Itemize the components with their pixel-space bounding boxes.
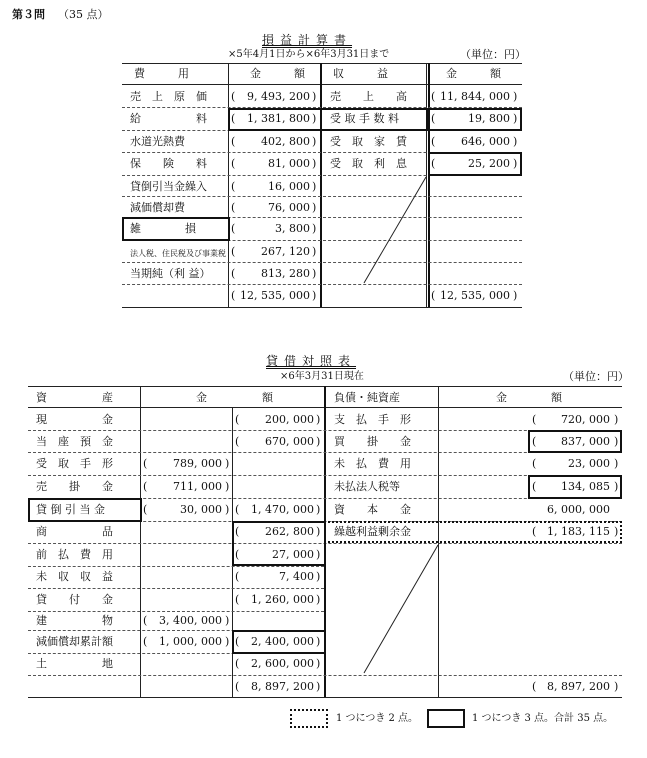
bs-header-liab: 負債・純資産 xyxy=(334,391,400,404)
bs-asset-v2: 670, 000 xyxy=(265,435,314,448)
bs-paren-open: ( xyxy=(532,435,537,448)
bs-paren-open: ( xyxy=(532,413,537,426)
bs-header-amount2: 金 額 xyxy=(496,391,562,404)
bs-paren-close: ) xyxy=(316,680,321,693)
pl-expense-value: 16, 000 xyxy=(268,180,310,193)
bs-paren-close: ) xyxy=(316,503,321,516)
pl-expense-label: 当期純（利 益） xyxy=(130,267,211,280)
bs-asset-v2: 2, 600, 000 xyxy=(251,657,314,670)
bs-paren-open: ( xyxy=(532,480,537,493)
pl-revenue-label: 売 上 高 xyxy=(330,90,407,103)
bs-paren-close: ) xyxy=(614,480,619,493)
pl-paren-open: ( xyxy=(431,112,436,125)
pl-paren-open: ( xyxy=(231,222,236,235)
pl-answer-box xyxy=(122,217,230,241)
bs-liab-label: 繰越利益剰余金 xyxy=(334,525,411,538)
bs-liab-value: 1, 183, 115 xyxy=(547,525,610,538)
bs-asset-label: 未 収 収 益 xyxy=(36,570,113,583)
bs-paren-open: ( xyxy=(143,635,148,648)
pl-expense-value: 76, 000 xyxy=(268,201,310,214)
pl-paren-close: ) xyxy=(312,245,317,258)
bs-paren-close: ) xyxy=(614,435,619,448)
bs-paren-close: ) xyxy=(316,413,321,426)
pl-answer-box xyxy=(428,152,522,176)
pl-paren-open: ( xyxy=(231,289,236,302)
bs-paren-open: ( xyxy=(143,457,148,470)
bs-liab-value: 134, 085 xyxy=(561,480,610,493)
pl-paren-open: ( xyxy=(231,112,236,125)
bs-asset-label: 貸 付 金 xyxy=(36,593,113,606)
pl-paren-close: ) xyxy=(312,112,317,125)
bs-paren-open: ( xyxy=(235,593,240,606)
bs-date: ×6年3月31日現在 xyxy=(280,371,364,382)
bs-liab-value: 23, 000 xyxy=(568,457,610,470)
pl-unit: （単位：円） xyxy=(460,48,526,61)
bs-paren-open: ( xyxy=(235,413,240,426)
bs-answer-box xyxy=(232,521,326,566)
pl-expense-label: 売 上 原 価 xyxy=(130,90,207,103)
bs-liab-label: 資 本 金 xyxy=(334,503,411,516)
bs-slash xyxy=(360,543,442,675)
pl-paren-close: ) xyxy=(312,90,317,103)
bs-paren-open: ( xyxy=(235,680,240,693)
question-points: （35 点） xyxy=(58,8,109,21)
bs-paren-open: ( xyxy=(235,525,240,538)
pl-expense-value: 3, 800 xyxy=(275,222,310,235)
bs-asset-v1: 30, 000 xyxy=(180,503,222,516)
pl-expense-value: 81, 000 xyxy=(268,157,310,170)
bs-paren-close: ) xyxy=(316,548,321,561)
bs-asset-label: 貸 倒 引 当 金 xyxy=(36,503,105,516)
bs-answer-box xyxy=(232,630,326,654)
bs-asset-label: 建 物 xyxy=(36,614,113,627)
pl-paren-open: ( xyxy=(431,157,436,170)
pl-expense-label: 減価償却費 xyxy=(130,201,185,214)
bs-asset-v2: 262, 800 xyxy=(265,525,314,538)
bs-header-assets: 資 産 xyxy=(36,391,113,404)
bs-asset-v1: 1, 000, 000 xyxy=(159,635,222,648)
legend-solid-text: 1 つにつき 3 点。合計 35 点。 xyxy=(472,713,614,724)
pl-paren-close: ) xyxy=(312,157,317,170)
bs-liab-label: 支 払 手 形 xyxy=(334,413,411,426)
pl-revenue-value: 11, 844, 000 xyxy=(440,90,510,103)
pl-paren-close: ) xyxy=(513,157,518,170)
bs-paren-open: ( xyxy=(235,503,240,516)
pl-paren-close: ) xyxy=(513,289,518,302)
pl-answer-box xyxy=(428,108,522,131)
bs-paren-close: ) xyxy=(225,480,230,493)
legend-solid-box xyxy=(427,709,465,728)
bs-asset-label: 減価償却累計額 xyxy=(36,635,113,648)
pl-paren-open: ( xyxy=(231,245,236,258)
pl-revenue-label: 受 取 利 息 xyxy=(330,157,407,170)
bs-paren-close: ) xyxy=(316,635,321,648)
pl-paren-open: ( xyxy=(231,267,236,280)
pl-paren-open: ( xyxy=(231,180,236,193)
pl-paren-close: ) xyxy=(312,201,317,214)
pl-paren-open: ( xyxy=(231,157,236,170)
bs-asset-v1: 711, 000 xyxy=(173,480,222,493)
bs-paren-close: ) xyxy=(316,570,321,583)
bs-asset-label: 現 金 xyxy=(36,413,113,426)
pl-paren-close: ) xyxy=(513,90,518,103)
bs-header-amount1: 金 額 xyxy=(196,391,273,404)
pl-paren-open: ( xyxy=(431,289,436,302)
bs-liab-value: 720, 000 xyxy=(561,413,610,426)
bs-paren-close: ) xyxy=(225,457,230,470)
bs-asset-v1: 789, 000 xyxy=(173,457,222,470)
bs-paren-close: ) xyxy=(316,657,321,670)
bs-asset-label: 受 取 手 形 xyxy=(36,457,113,470)
pl-revenue-value: 19, 800 xyxy=(468,112,510,125)
bs-liab-value: 6, 000, 000 xyxy=(547,503,610,516)
bs-paren-open: ( xyxy=(235,570,240,583)
pl-answer-box xyxy=(320,108,428,131)
pl-paren-open: ( xyxy=(431,90,436,103)
pl-header-expense: 費 用 xyxy=(134,67,189,80)
bs-paren-close: ) xyxy=(225,635,230,648)
bs-asset-v2: 200, 000 xyxy=(265,413,314,426)
pl-header-revenue: 収 益 xyxy=(333,67,388,80)
bs-paren-close: ) xyxy=(225,503,230,516)
bs-asset-v2: 8, 897, 200 xyxy=(251,680,314,693)
pl-revenue-label: 受 取 手 数 料 xyxy=(330,112,399,125)
bs-paren-close: ) xyxy=(316,593,321,606)
bs-paren-close: ) xyxy=(316,525,321,538)
bs-asset-v1: 3, 400, 000 xyxy=(159,614,222,627)
bs-liab-label: 未 払 費 用 xyxy=(334,457,411,470)
pl-title: 損益計算書 xyxy=(262,33,353,47)
pl-expense-value: 12, 535, 000 xyxy=(240,289,310,302)
bs-paren-open: ( xyxy=(235,548,240,561)
pl-paren-open: ( xyxy=(231,90,236,103)
bs-asset-v2: 1, 260, 000 xyxy=(251,593,314,606)
bs-asset-label: 土 地 xyxy=(36,657,113,670)
bs-answer-box xyxy=(528,475,622,499)
bs-title: 貸借対照表 xyxy=(266,354,357,368)
pl-paren-close: ) xyxy=(312,222,317,235)
pl-paren-close: ) xyxy=(312,180,317,193)
bs-answer-box xyxy=(28,498,142,522)
pl-expense-value: 9, 493, 200 xyxy=(247,90,310,103)
bs-unit: （単位：円） xyxy=(563,370,629,383)
question-number: 第３問 xyxy=(12,8,45,21)
pl-expense-value: 267, 120 xyxy=(261,245,310,258)
pl-paren-close: ) xyxy=(312,289,317,302)
bs-paren-close: ) xyxy=(614,457,619,470)
pl-revenue-value: 12, 535, 000 xyxy=(440,289,510,302)
bs-asset-v2: 2, 400, 000 xyxy=(251,635,314,648)
pl-paren-close: ) xyxy=(312,135,317,148)
bs-asset-label: 前 払 費 用 xyxy=(36,548,113,561)
pl-header-amount2: 金 額 xyxy=(446,67,501,80)
bs-paren-open: ( xyxy=(235,435,240,448)
legend-dotted-text: 1 つにつき 2 点。 xyxy=(336,713,419,724)
bs-asset-v2: 1, 470, 000 xyxy=(251,503,314,516)
pl-paren-open: ( xyxy=(231,201,236,214)
bs-paren-open: ( xyxy=(143,503,148,516)
bs-paren-open: ( xyxy=(235,635,240,648)
bs-asset-label: 当 座 預 金 xyxy=(36,435,113,448)
bs-liab-label: 未払法人税等 xyxy=(334,480,400,493)
bs-paren-close: ) xyxy=(614,413,619,426)
bs-paren-close: ) xyxy=(614,680,619,693)
bs-answer-box xyxy=(528,430,622,453)
bs-paren-open: ( xyxy=(143,614,148,627)
pl-period: ×5年4月1日から×6年3月31日まで xyxy=(228,49,390,60)
bs-paren-close: ) xyxy=(316,435,321,448)
bs-paren-close: ) xyxy=(225,614,230,627)
bs-asset-label: 商 品 xyxy=(36,525,113,538)
bs-paren-open: ( xyxy=(143,480,148,493)
legend-dotted-box xyxy=(290,709,328,728)
pl-slash xyxy=(360,175,430,285)
pl-expense-value: 813, 280 xyxy=(261,267,310,280)
pl-paren-open: ( xyxy=(231,135,236,148)
pl-expense-label: 法人税、住民税及び事業税 xyxy=(130,249,226,258)
bs-paren-open: ( xyxy=(532,457,537,470)
bs-asset-label: 売 掛 金 xyxy=(36,480,113,493)
pl-header-amount1: 金 額 xyxy=(250,67,305,80)
bs-asset-v2: 7, 400 xyxy=(279,570,314,583)
pl-expense-label: 貸倒引当金繰入 xyxy=(130,180,207,193)
pl-expense-label: 給 料 xyxy=(130,112,207,125)
pl-expense-value: 402, 800 xyxy=(261,135,310,148)
bs-paren-open: ( xyxy=(532,680,537,693)
pl-paren-close: ) xyxy=(312,267,317,280)
bs-right-total: 8, 897, 200 xyxy=(547,680,610,693)
bs-paren-open: ( xyxy=(532,525,537,538)
bs-asset-v2: 27, 000 xyxy=(272,548,314,561)
pl-paren-open: ( xyxy=(431,135,436,148)
pl-paren-close: ) xyxy=(513,112,518,125)
bs-dotted-box xyxy=(324,521,622,543)
pl-revenue-label: 受 取 家 賃 xyxy=(330,135,407,148)
pl-expense-value: 1, 381, 800 xyxy=(247,112,310,125)
pl-paren-close: ) xyxy=(513,135,518,148)
pl-expense-label: 水道光熱費 xyxy=(130,135,185,148)
bs-liab-value: 837, 000 xyxy=(561,435,610,448)
bs-liab-label: 買 掛 金 xyxy=(334,435,411,448)
pl-expense-label: 保 険 料 xyxy=(130,157,207,170)
pl-revenue-value: 646, 000 xyxy=(461,135,510,148)
bs-paren-close: ) xyxy=(614,525,619,538)
bs-paren-open: ( xyxy=(235,657,240,670)
pl-answer-box xyxy=(228,108,322,131)
pl-expense-label: 雑 損 xyxy=(130,222,196,235)
pl-revenue-value: 25, 200 xyxy=(468,157,510,170)
